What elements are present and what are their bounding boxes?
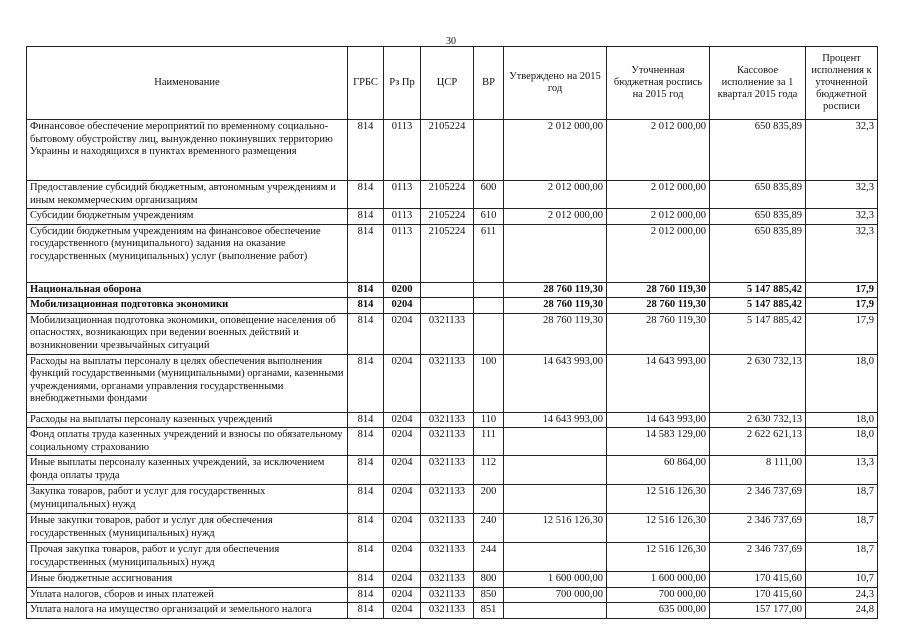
cell-csr: 0321133 xyxy=(421,485,474,514)
cell-csr: 2105224 xyxy=(421,120,474,181)
cell-percent: 24,3 xyxy=(806,587,878,603)
cell-grbs: 814 xyxy=(348,587,384,603)
cell-refined: 14 583 129,00 xyxy=(607,428,710,456)
cell-approved: 1 600 000,00 xyxy=(504,572,607,588)
cell-approved: 28 760 119,30 xyxy=(504,313,607,354)
cell-vr: 112 xyxy=(474,456,504,485)
cell-approved: 14 643 993,00 xyxy=(504,354,607,412)
cell-rzpr: 0204 xyxy=(384,354,421,412)
header-rzpr: Рз Пр xyxy=(384,47,421,120)
header-grbs: ГРБС xyxy=(348,47,384,120)
table-row xyxy=(27,209,878,225)
cell-rzpr: 0204 xyxy=(384,412,421,428)
cell-percent: 32,3 xyxy=(806,181,878,209)
cell-refined: 14 643 993,00 xyxy=(607,354,710,412)
table-row xyxy=(27,354,878,412)
cell-rzpr: 0204 xyxy=(384,603,421,619)
cell-name: Мобилизационная подготовка экономики xyxy=(27,298,348,314)
cell-name: Иные закупки товаров, работ и услуг для обеспечения государственных (муниципальных) нужд xyxy=(27,514,348,543)
cell-refined: 28 760 119,30 xyxy=(607,313,710,354)
cell-refined: 2 012 000,00 xyxy=(607,224,710,282)
cell-refined: 12 516 126,30 xyxy=(607,543,710,572)
cell-cash: 2 346 737,69 xyxy=(710,514,806,543)
cell-name: Уплата налога на имущество организаций и земельного налога xyxy=(27,603,348,619)
cell-name: Финансовое обеспечение мероприятий по временному социально-бытовому обустройству лиц, вынужденно покинувших территорию Украины и находящихся в пунктах временного размещения xyxy=(27,120,348,181)
cell-vr: 240 xyxy=(474,514,504,543)
cell-grbs: 814 xyxy=(348,485,384,514)
cell-cash: 2 346 737,69 xyxy=(710,485,806,514)
cell-vr: 611 xyxy=(474,224,504,282)
table-row xyxy=(27,181,878,209)
cell-cash: 8 111,00 xyxy=(710,456,806,485)
cell-approved xyxy=(504,224,607,282)
cell-approved xyxy=(504,428,607,456)
cell-vr: 100 xyxy=(474,354,504,412)
table-row xyxy=(27,587,878,603)
cell-csr: 0321133 xyxy=(421,313,474,354)
table-row xyxy=(27,282,878,298)
cell-rzpr: 0200 xyxy=(384,282,421,298)
cell-grbs: 814 xyxy=(348,603,384,619)
cell-name: Расходы на выплаты персоналу в целях обеспечения выполнения функций государственными (муниципальными) органами, казенными учреждениями, органами управления государственными внебюджетными фондами xyxy=(27,354,348,412)
cell-vr xyxy=(474,313,504,354)
cell-percent: 17,9 xyxy=(806,298,878,314)
cell-rzpr: 0204 xyxy=(384,587,421,603)
cell-approved xyxy=(504,543,607,572)
cell-rzpr: 0204 xyxy=(384,298,421,314)
cell-vr: 610 xyxy=(474,209,504,225)
cell-rzpr: 0204 xyxy=(384,514,421,543)
cell-approved: 12 516 126,30 xyxy=(504,514,607,543)
cell-approved: 28 760 119,30 xyxy=(504,298,607,314)
cell-rzpr: 0204 xyxy=(384,428,421,456)
cell-percent: 13,3 xyxy=(806,456,878,485)
cell-cash: 2 346 737,69 xyxy=(710,543,806,572)
header-refined: Уточненная бюджетная роспись на 2015 год xyxy=(607,47,710,120)
cell-name: Национальная оборона xyxy=(27,282,348,298)
header-csr: ЦСР xyxy=(421,47,474,120)
cell-approved: 2 012 000,00 xyxy=(504,209,607,225)
table-header-row xyxy=(27,47,878,120)
cell-cash: 5 147 885,42 xyxy=(710,298,806,314)
cell-percent: 18,7 xyxy=(806,514,878,543)
cell-cash: 2 622 621,13 xyxy=(710,428,806,456)
table-row xyxy=(27,298,878,314)
cell-name: Субсидии бюджетным учреждениям xyxy=(27,209,348,225)
cell-percent: 32,3 xyxy=(806,224,878,282)
cell-cash: 650 835,89 xyxy=(710,181,806,209)
cell-rzpr: 0204 xyxy=(384,313,421,354)
cell-cash: 157 177,00 xyxy=(710,603,806,619)
cell-vr xyxy=(474,120,504,181)
cell-csr: 0321133 xyxy=(421,572,474,588)
cell-csr: 2105224 xyxy=(421,209,474,225)
cell-rzpr: 0113 xyxy=(384,224,421,282)
cell-vr: 244 xyxy=(474,543,504,572)
cell-grbs: 814 xyxy=(348,181,384,209)
cell-percent: 18,0 xyxy=(806,412,878,428)
cell-name: Прочая закупка товаров, работ и услуг для обеспечения государственных (муниципальных) нужд xyxy=(27,543,348,572)
cell-refined: 28 760 119,30 xyxy=(607,282,710,298)
cell-cash: 5 147 885,42 xyxy=(710,282,806,298)
cell-vr: 851 xyxy=(474,603,504,619)
cell-refined: 12 516 126,30 xyxy=(607,485,710,514)
cell-name: Предоставление субсидий бюджетным, автономным учреждениям и иным некоммерческим организациям xyxy=(27,181,348,209)
cell-vr: 200 xyxy=(474,485,504,514)
cell-refined: 635 000,00 xyxy=(607,603,710,619)
cell-cash: 2 630 732,13 xyxy=(710,412,806,428)
cell-refined: 14 643 993,00 xyxy=(607,412,710,428)
header-approved: Утверждено на 2015 год xyxy=(504,47,607,120)
cell-cash: 170 415,60 xyxy=(710,572,806,588)
cell-percent: 17,9 xyxy=(806,282,878,298)
cell-grbs: 814 xyxy=(348,428,384,456)
table-row xyxy=(27,120,878,181)
cell-grbs: 814 xyxy=(348,456,384,485)
cell-vr xyxy=(474,298,504,314)
cell-name: Закупка товаров, работ и услуг для государственных (муниципальных) нужд xyxy=(27,485,348,514)
cell-vr xyxy=(474,282,504,298)
table-row xyxy=(27,543,878,572)
cell-name: Иные бюджетные ассигнования xyxy=(27,572,348,588)
cell-cash: 5 147 885,42 xyxy=(710,313,806,354)
cell-vr: 850 xyxy=(474,587,504,603)
page-number: 30 xyxy=(446,36,456,47)
cell-csr: 0321133 xyxy=(421,603,474,619)
cell-vr: 110 xyxy=(474,412,504,428)
cell-refined: 2 012 000,00 xyxy=(607,120,710,181)
cell-vr: 800 xyxy=(474,572,504,588)
cell-refined: 1 600 000,00 xyxy=(607,572,710,588)
table-row xyxy=(27,603,878,619)
cell-percent: 32,3 xyxy=(806,209,878,225)
cell-name: Фонд оплаты труда казенных учреждений и взносы по обязательному социальному страхованию xyxy=(27,428,348,456)
cell-vr: 111 xyxy=(474,428,504,456)
cell-refined: 700 000,00 xyxy=(607,587,710,603)
cell-cash: 650 835,89 xyxy=(710,209,806,225)
cell-rzpr: 0204 xyxy=(384,572,421,588)
cell-grbs: 814 xyxy=(348,209,384,225)
cell-grbs: 814 xyxy=(348,572,384,588)
cell-approved: 28 760 119,30 xyxy=(504,282,607,298)
table-row xyxy=(27,485,878,514)
cell-refined: 28 760 119,30 xyxy=(607,298,710,314)
cell-grbs: 814 xyxy=(348,514,384,543)
cell-rzpr: 0113 xyxy=(384,120,421,181)
cell-percent: 10,7 xyxy=(806,572,878,588)
cell-approved xyxy=(504,485,607,514)
budget-execution-table xyxy=(26,46,878,619)
cell-approved: 2 012 000,00 xyxy=(504,120,607,181)
cell-csr xyxy=(421,298,474,314)
table-row xyxy=(27,428,878,456)
header-cash: Кассовое исполнение за 1 квартал 2015 года xyxy=(710,47,806,120)
cell-approved: 2 012 000,00 xyxy=(504,181,607,209)
cell-refined: 2 012 000,00 xyxy=(607,181,710,209)
cell-rzpr: 0113 xyxy=(384,181,421,209)
cell-refined: 12 516 126,30 xyxy=(607,514,710,543)
cell-name: Уплата налогов, сборов и иных платежей xyxy=(27,587,348,603)
cell-vr: 600 xyxy=(474,181,504,209)
cell-name: Субсидии бюджетным учреждениям на финансовое обеспечение государственного (муниципального) задания на оказание государственных (муниципальных) услуг (выполнение работ) xyxy=(27,224,348,282)
cell-refined: 60 864,00 xyxy=(607,456,710,485)
cell-name: Расходы на выплаты персоналу казенных учреждений xyxy=(27,412,348,428)
cell-percent: 18,7 xyxy=(806,485,878,514)
cell-percent: 18,0 xyxy=(806,354,878,412)
cell-cash: 650 835,89 xyxy=(710,120,806,181)
cell-csr: 0321133 xyxy=(421,412,474,428)
cell-csr: 0321133 xyxy=(421,456,474,485)
cell-csr: 0321133 xyxy=(421,543,474,572)
cell-approved: 700 000,00 xyxy=(504,587,607,603)
cell-percent: 17,9 xyxy=(806,313,878,354)
table-row xyxy=(27,313,878,354)
cell-refined: 2 012 000,00 xyxy=(607,209,710,225)
cell-name: Мобилизационная подготовка экономики, оповещение населения об опасностях, возникающих при ведении военных действий и возникновении чрезвычайных ситуаций xyxy=(27,313,348,354)
cell-grbs: 814 xyxy=(348,313,384,354)
cell-approved: 14 643 993,00 xyxy=(504,412,607,428)
cell-grbs: 814 xyxy=(348,412,384,428)
cell-cash: 650 835,89 xyxy=(710,224,806,282)
cell-percent: 24,8 xyxy=(806,603,878,619)
cell-csr xyxy=(421,282,474,298)
cell-csr: 2105224 xyxy=(421,181,474,209)
cell-csr: 0321133 xyxy=(421,354,474,412)
cell-approved xyxy=(504,603,607,619)
table-body xyxy=(27,120,878,619)
table-row xyxy=(27,456,878,485)
cell-percent: 18,0 xyxy=(806,428,878,456)
cell-grbs: 814 xyxy=(348,120,384,181)
cell-percent: 32,3 xyxy=(806,120,878,181)
table-row xyxy=(27,224,878,282)
cell-rzpr: 0204 xyxy=(384,456,421,485)
cell-grbs: 814 xyxy=(348,224,384,282)
cell-rzpr: 0204 xyxy=(384,485,421,514)
table-row xyxy=(27,514,878,543)
cell-csr: 0321133 xyxy=(421,514,474,543)
cell-grbs: 814 xyxy=(348,543,384,572)
cell-approved xyxy=(504,456,607,485)
cell-cash: 2 630 732,13 xyxy=(710,354,806,412)
header-name: Наименование xyxy=(27,47,348,120)
cell-percent: 18,7 xyxy=(806,543,878,572)
cell-cash: 170 415,60 xyxy=(710,587,806,603)
cell-name: Иные выплаты персоналу казенных учреждений, за исключением фонда оплаты труда xyxy=(27,456,348,485)
table-row xyxy=(27,572,878,588)
cell-rzpr: 0204 xyxy=(384,543,421,572)
cell-grbs: 814 xyxy=(348,354,384,412)
cell-csr: 2105224 xyxy=(421,224,474,282)
cell-csr: 0321133 xyxy=(421,428,474,456)
cell-grbs: 814 xyxy=(348,282,384,298)
cell-rzpr: 0113 xyxy=(384,209,421,225)
cell-csr: 0321133 xyxy=(421,587,474,603)
table-row xyxy=(27,412,878,428)
header-vr: ВР xyxy=(474,47,504,120)
cell-grbs: 814 xyxy=(348,298,384,314)
header-percent: Процент исполнения к уточненной бюджетной росписи xyxy=(806,47,878,120)
